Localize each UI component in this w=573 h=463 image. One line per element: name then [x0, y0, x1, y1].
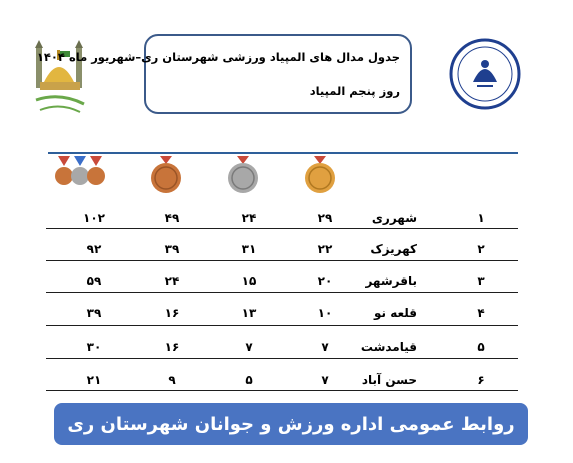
- table-cell-silver: ۳۱: [241, 242, 257, 256]
- page-title: جدول مدال های المپیاد ورزشی شهرستان ری–شهریور ماه ۱۴۰۴: [36, 50, 400, 64]
- table-row-divider: [46, 390, 518, 391]
- table-cell-gold: ۲۲: [317, 242, 333, 256]
- table-cell-gold: ۷: [321, 373, 329, 387]
- footer-banner: [54, 403, 528, 445]
- table-cell-gold: ۱۰: [317, 306, 333, 320]
- table-cell-bronze: ۴۹: [164, 211, 180, 225]
- table-cell-rank: ۳: [477, 274, 485, 288]
- table-cell-city: شهرری: [371, 211, 417, 225]
- table-cell-total: ۳۰: [86, 340, 102, 354]
- gold-medal-icon: [300, 156, 340, 200]
- table-cell-silver: ۵: [245, 373, 253, 387]
- title-box: [36, 34, 412, 114]
- page-subtitle: روز پنجم المپیاد: [309, 84, 400, 98]
- total-medals-icon: [50, 156, 116, 194]
- table-row-divider: [46, 358, 518, 359]
- table-row-divider: [46, 292, 518, 293]
- table-cell-gold: ۷: [321, 340, 329, 354]
- table-cell-rank: ۲: [477, 242, 485, 256]
- table-cell-silver: ۱۳: [241, 306, 257, 320]
- table-cell-silver: ۷: [245, 340, 253, 354]
- table-cell-total: ۳۹: [86, 306, 102, 320]
- table-cell-rank: ۵: [477, 340, 485, 354]
- table-cell-rank: ۴: [477, 306, 485, 320]
- table-cell-bronze: ۱۶: [164, 340, 180, 354]
- table-cell-bronze: ۹: [168, 373, 176, 387]
- table-cell-city: باقرشهر: [365, 274, 417, 288]
- footer-text: روابط عمومی اداره ورزش و جوانان شهرستان ری: [67, 413, 515, 435]
- table-cell-gold: ۲۰: [317, 274, 333, 288]
- table-cell-rank: ۱: [477, 211, 485, 225]
- table-row-divider: [46, 260, 518, 261]
- table-cell-city: حسن آباد: [361, 373, 417, 387]
- table-cell-bronze: ۳۹: [164, 242, 180, 256]
- organization-emblem-icon: [449, 38, 521, 110]
- header-divider: [48, 152, 518, 154]
- table-row-divider: [46, 325, 518, 326]
- table-cell-silver: ۱۵: [241, 274, 257, 288]
- table-cell-city: قیامدشت: [360, 340, 417, 354]
- table-cell-gold: ۲۹: [317, 211, 333, 225]
- table-cell-total: ۱۰۲: [83, 211, 105, 225]
- table-cell-silver: ۲۴: [241, 211, 257, 225]
- table-cell-bronze: ۱۶: [164, 306, 180, 320]
- table-cell-rank: ۶: [477, 373, 485, 387]
- table-cell-bronze: ۲۴: [164, 274, 180, 288]
- table-cell-total: ۲۱: [86, 373, 102, 387]
- table-cell-city: کهریزک: [370, 242, 417, 256]
- silver-medal-icon: [223, 156, 263, 200]
- table-cell-total: ۵۹: [86, 274, 102, 288]
- bronze-medal-icon: [146, 156, 186, 200]
- table-cell-city: قلعه نو: [373, 306, 417, 320]
- table-cell-total: ۹۲: [86, 242, 102, 256]
- table-row-divider: [46, 228, 518, 229]
